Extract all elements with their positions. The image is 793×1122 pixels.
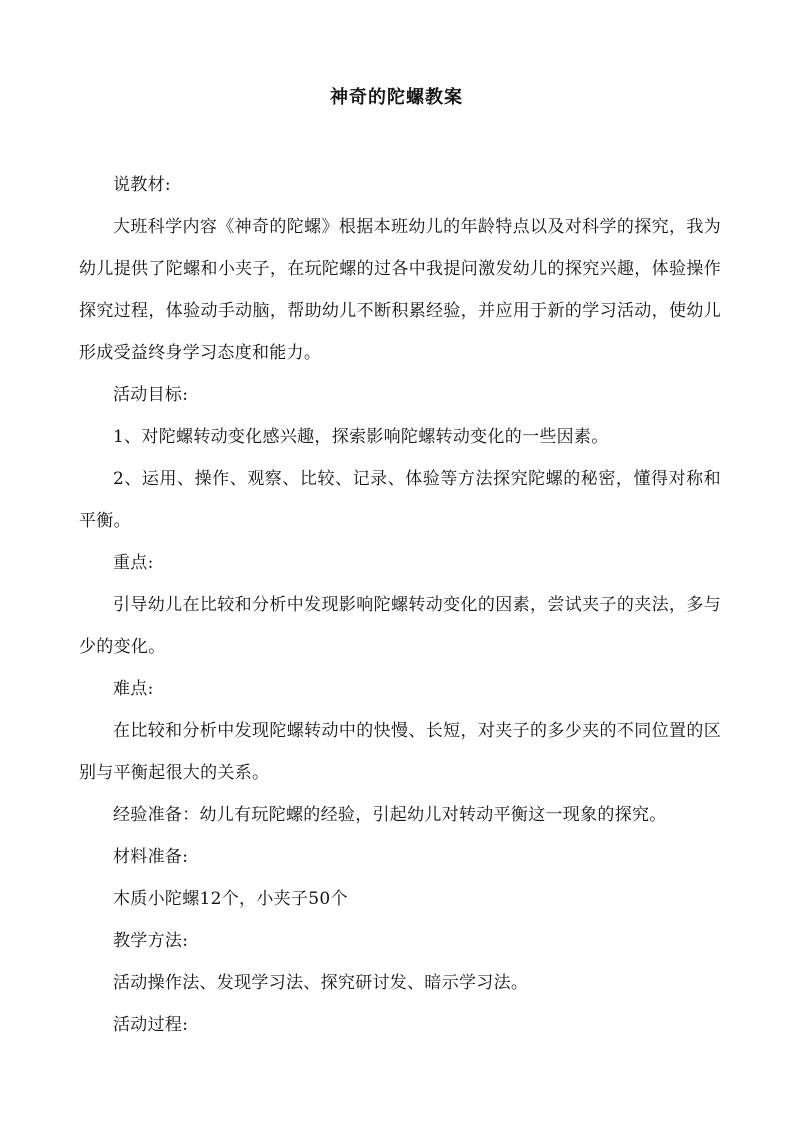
paragraph-section-heading: 材料准备: <box>113 847 189 867</box>
paragraph-text: 经验准备：幼儿有玩陀螺的经验，引起幼儿对转动平衡这一现象的探究。 <box>113 805 667 825</box>
paragraph-text: 木质小陀螺12个，小夹子50个 <box>113 889 348 909</box>
paragraph-section-heading: 重点: <box>113 553 154 573</box>
paragraph-section-heading: 活动过程: <box>113 1015 189 1035</box>
paragraph-section-heading: 教学方法: <box>113 931 189 951</box>
document-title: 神奇的陀螺教案 <box>330 87 463 108</box>
paragraph-section-heading: 说教材: <box>113 175 171 195</box>
paragraph-list-item: 1、对陀螺转动变化感兴趣，探索影响陀螺转动变化的一些因素。 <box>113 427 609 447</box>
paragraph-section-heading: 难点: <box>113 679 154 699</box>
document-body <box>79 164 721 1046</box>
paragraph-text: 引导幼儿在比较和分析中发现影响陀螺转动变化的因素，尝试夹子的夹法，多与少的变化。 <box>79 595 721 657</box>
paragraph-section-heading: 活动目标: <box>113 385 189 405</box>
paragraph-text: 在比较和分析中发现陀螺转动中的快慢、长短，对夹子的多少夹的不同位置的区别与平衡起很大的关系。 <box>79 721 721 783</box>
paragraph-text: 活动操作法、发现学习法、探究研讨发、暗示学习法。 <box>113 973 529 993</box>
paragraph-text: 大班科学内容《神奇的陀螺》根据本班幼儿的年龄特点以及对科学的探究，我为幼儿提供了陀螺和小夹子，在玩陀螺的过各中我提问激发幼儿的探究兴趣，体验操作探究过程，体验动手动脑，帮助幼儿不断积累经验，并应用于新的学习活动，使幼儿形成受益终身学习态度和能力。 <box>79 217 721 363</box>
paragraph-list-item: 2、运用、操作、观察、比较、记录、体验等方法探究陀螺的秘密，懂得对称和平衡。 <box>79 469 721 531</box>
